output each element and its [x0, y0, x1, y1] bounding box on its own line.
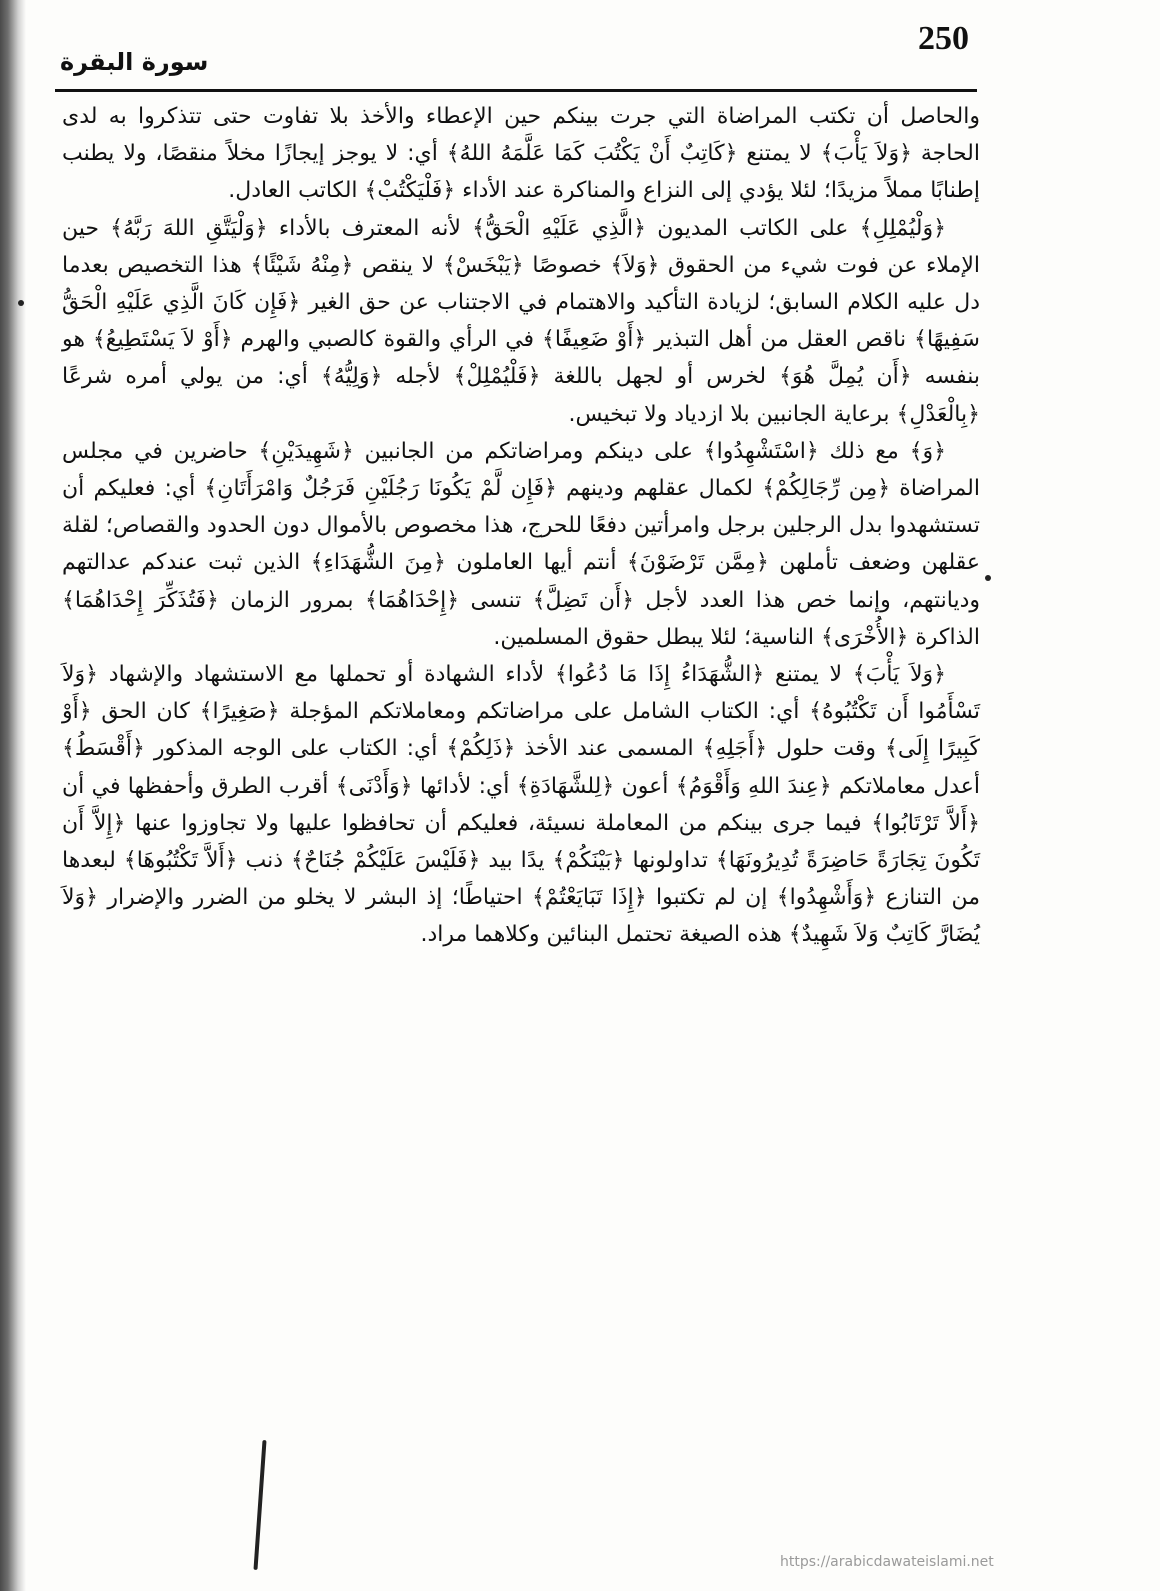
paragraph-2: ﴿وَلْيُمْلِلِ﴾ على الكاتب المديون ﴿الَّذِي عَلَيْهِ الْحَقُّ﴾ لأنه المعترف بالأداء ﴿وَلْيَتَّقِ اللهَ رَبَّهُ﴾ حين الإملاء عن فوت شيء من الحقوق ﴿وَلاَ﴾ خصوصًا ﴿يَبْخَسْ﴾ لا ينقص ﴿مِنْهُ شَيْئًا﴾ هذا التخصيص بعدما دل عليه الكلام السابق؛ لزيادة التأكيد والاهتمام في الاجتناب عن حق الغير ﴿فَإِن كَانَ الَّذِي عَلَيْهِ الْحَقُّ سَفِيهًا﴾ ناقص العقل من أهل التبذير ﴿أَوْ ضَعِيفًا﴾ في الرأي والقوة كالصبي والهرم ﴿أَوْ لاَ يَسْتَطِيعُ﴾ هو بنفسه ﴿أَن يُمِلَّ هُوَ﴾ لخرس أو لجهل باللغة ﴿فَلْيُمْلِلْ﴾ لأجله ﴿وَلِيُّهُ﴾ أي: من يولي أمره شرعًا ﴿بِالْعَدْلِ﴾ برعاية الجانبين بلا ازدياد ولا تبخيس. — [62, 215, 980, 427]
page-number: 250 — [918, 20, 969, 57]
paragraph-4: ﴿وَلاَ يَأْبَ﴾ لا يمتنع ﴿الشُّهَدَاءُ إِذَا مَا دُعُوا﴾ لأداء الشهادة أو تحملها مع الاستشهاد والإشهاد ﴿وَلاَ تَسْأَمُوا أَن تَكْتُبُوهُ﴾ أي: الكتاب الشامل على مراضاتكم ومعاملاتكم المؤجلة ﴿صَغِيرًا﴾ كان الحق ﴿أَوْ كَبِيرًا إِلَى﴾ وقت حلول ﴿أَجَلِهِ﴾ المسمى عند الأخذ ﴿ذَلِكُمْ﴾ أي: الكتاب على الوجه المذكور ﴿أَقْسَطُ﴾ أعدل معاملاتكم ﴿عِندَ اللهِ وَأَقْوَمُ﴾ أعون ﴿لِلشَّهَادَةِ﴾ أي: لأدائها ﴿وَأَدْنَى﴾ أقرب الطرق وأحفظها في أن ﴿أَلاَّ تَرْتَابُوا﴾ فيما جرى بينكم من المعاملة نسيئة، فعليكم أن تحافظوا عليها ولا تجاوزوا عنها ﴿إِلاَّ أَن تَكُونَ تِجَارَةً حَاضِرَةً تُدِيرُونَهَا﴾ تداولونها ﴿بَيْنَكُمْ﴾ يدًا بيد ﴿فَلَيْسَ عَلَيْكُمْ جُنَاحٌ﴾ ذنب ﴿أَلاَّ تَكْتُبُوهَا﴾ لبعدها من التنازع ﴿وَأَشْهِدُوا﴾ إن لم تكتبوا ﴿إِذَا تَبَايَعْتُمْ﴾ احتياطًا؛ إذ البشر لا يخلو من الضرر والإضرار ﴿وَلاَ يُضَارَّ كَاتِبٌ وَلاَ شَهِيدٌ﴾ هذه الصيغة تحتمل البنائين وكلاهما مراد. — [62, 662, 980, 948]
paragraph-3: ﴿وَ﴾ مع ذلك ﴿اسْتَشْهِدُوا﴾ على دينكم ومراضاتكم من الجانبين ﴿شَهِيدَيْنِ﴾ حاضرين في مجلس المراضاة ﴿مِن رِّجَالِكُمْ﴾ لكمال عقلهم ودينهم ﴿فَإِن لَّمْ يَكُونَا رَجُلَيْنِ فَرَجُلٌ وَامْرَأَتَانِ﴾ أي: فعليكم أن تستشهدوا بدل الرجلين برجل وامرأتين دفعًا للحرج، هذا مخصوص بالأموال دون الحدود والقصاص؛ لقلة عقلهن وضعف تأملهن ﴿مِمَّن تَرْضَوْنَ﴾ أنتم أيها العاملون ﴿مِنَ الشُّهَدَاءِ﴾ الذين ثبت عندكم عدالتهم وديانتهم، وإنما خص هذا العدد لأجل ﴿أَن تَضِلَّ﴾ تنسى ﴿إِحْدَاهُمَا﴾ بمرور الزمان ﴿فَتُذَكِّرَ إِحْدَاهُمَا﴾ الذاكرة ﴿الأُخْرَى﴾ الناسية؛ لئلا يبطل حقوق المسلمين. — [62, 438, 980, 650]
watermark-url: https://arabicdawateislami.net — [780, 1554, 994, 1570]
margin-mark — [985, 575, 991, 581]
page-body — [62, 98, 980, 954]
paragraph-1: والحاصل أن تكتب المراضاة التي جرت بينكم حين الإعطاء والأخذ بلا تفاوت حتى تتذكروا به لدى الحاجة ﴿وَلاَ يَأْبَ﴾ لا يمتنع ﴿كَاتِبٌ أَنْ يَكْتُبَ كَمَا عَلَّمَهُ اللهُ﴾ أي: لا يوجز إيجازًا مخلاً منقصًا، ولا يطنب إطنابًا مملاً مزيدًا؛ لئلا يؤدي إلى النزاع والمناكرة عند الأداء ﴿فَلْيَكْتُبْ﴾ الكاتب العادل. — [62, 104, 980, 204]
scan-binding-shadow — [0, 0, 26, 1591]
margin-mark — [18, 300, 24, 306]
surah-title: سورة البقرة — [60, 48, 209, 76]
margin-pen-stroke — [253, 1440, 266, 1570]
header-rule — [55, 89, 977, 92]
